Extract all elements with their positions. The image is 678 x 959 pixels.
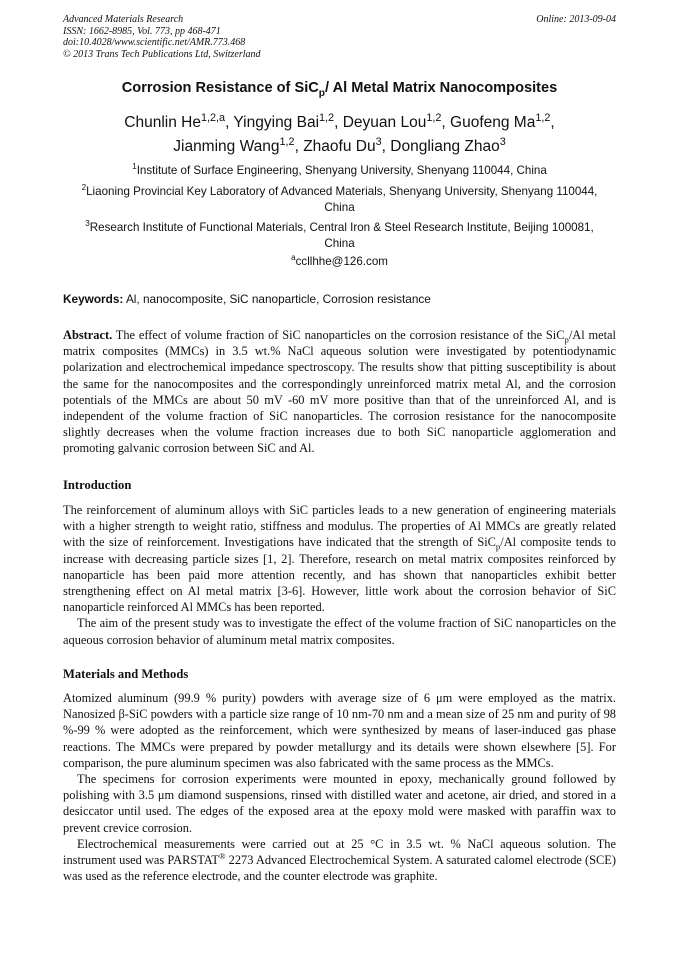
author: Deyuan Lou$^{1,2}$, [342,111,451,131]
paragraph: Electrochemical measurements were carried out at 25 °C in 3.5 wt. % NaCl aqueous solution. The instrument used was PARSTAT® 2273 Advanced Electrochemical System. A saturated calomel electrode (SCE) was used as the reference electrode, and the counter electrode was graphite. [63,836,616,884]
online-date: Online: 2013-09-04 [536,14,616,25]
running-header [63,14,616,60]
methods-body [63,690,616,884]
paper-title [63,80,616,99]
doi-line: doi:10.4028/www.scientific.net/AMR.773.468 [63,37,246,48]
section-heading-methods: Materials and Methods [63,667,189,681]
abstract-label: Abstract. [63,328,113,342]
title-post: / Al Metal Matrix Nanocomposites [325,80,558,96]
abstract: Abstract. The effect of volume fraction of SiC nanoparticles on the corrosion resistance of the SiC$_p$/Al metal matrix composites (MMCs) in 3.5 wt.% NaCl aqueous solution were investigated by potentiodynamic polarization and electrochemical impedance spectroscopy. The results show that pitting susceptibility is about the same for the nanocomposites and the correspondingly unreinforced matrix metal Al, and the corrosion potentials of the MMCs are about 50 mV -60 mV more positive than that of the unreinforced Al, and is independent of the volume fraction of SiC nanoparticles. The corrosion resistance for the nanocomposite slightly decreases when the volume fraction increases due to both SiC nanoparticle agglomeration and promoting galvanic corrosion between SiC and Al. [63,328,617,456]
keywords-label: Keywords: [63,292,124,306]
corresponding-email: $^a$ccllhhe@126.com [291,253,388,268]
affiliation-2: $^2$Liaoning Provincial Key Laboratory of Advanced Materials, Shenyang University, Shenyang 110044, China [81,183,598,214]
issn-line: ISSN: 1662-8985, Vol. 773, pp 468-471 [63,25,221,37]
copyright-line: © 2013 Trans Tech Publications Ltd, Switzerland [63,48,261,60]
affiliation-1: $^1$Institute of Surface Engineering, Shenyang University, Shenyang 110044, China [132,162,547,177]
author: Jianming Wang$^{1,2}$, [173,135,304,155]
author: Dongliang Zhao$^3$ [390,135,506,155]
introduction-body [63,502,616,648]
journal-name: Advanced Materials Research [63,14,184,25]
paragraph: The aim of the present study was to investigate the effect of the volume fraction of SiC nanoparticles on the aqueous corrosion behavior of aluminum metal matrix composites. [63,616,616,647]
author: Zhaofu Du$^3$, [303,135,391,155]
paragraph: The reinforcement of aluminum alloys with SiC particles leads to a new generation of engineering materials with a higher strength to weight ratio, stiffness and modulus. The properties of Al MMCs are greatly related with the size of reinforcement. Investigations have indicated that the strength of SiC$_p$/Al composite tends to increase with decreasing particle sizes [1, 2]. Therefore, research on metal matrix composites reinforced by nanoparticle has been paid more attention recently, and has shown that nanoparticles exhibit better strengthening effect on Al metal matrix [3-6]. However, little work about the corrosion behavior of SiC nanoparticle reinforced Al MMCs has been reported. [63,503,616,615]
paragraph: Atomized aluminum (99.9 % purity) powders with average size of 6 μm were employed as the matrix. Nanosized β-SiC powders with a particle size range of 10 nm-70 nm and a mean size of 25 nm and purity of 98 %-99 % were adopted as the reinforcement, which were synthesized by means of laser-induced gas phase reactions. The MMCs were prepared by powder metallurgy and its details were shown elsewhere [5]. For comparison, the pure aluminum specimen was also fabricated with the same process as the MMCs. [63,691,616,770]
keywords [63,292,616,306]
author: Guofeng Ma$^{1,2}$, [450,111,555,131]
author: Chunlin He$^{1,2,a}$, [124,111,234,131]
author: Yingying Bai$^{1,2}$, [233,111,343,131]
section-heading-introduction: Introduction [63,478,132,492]
keywords-text: Al, nanocomposite, SiC nanoparticle, Corrosion resistance [123,292,431,306]
title-pre: Corrosion Resistance of SiC [121,80,319,96]
affiliation-3: $^3$Research Institute of Functional Materials, Central Iron & Steel Research Institute, Beijing 100081, China [85,219,594,250]
title-sub: p [318,87,326,99]
paragraph: The specimens for corrosion experiments were mounted in epoxy, mechanically ground followed by polishing with 3.5 μm diamond suspensions, rinsed with distilled water and acetone, air dried, and stored in a desiccator until used. The edges of the exposed area at the epoxy mold were masked with paraffin wax to prevent crevice corrosion. [63,772,616,835]
author-list [80,111,599,159]
